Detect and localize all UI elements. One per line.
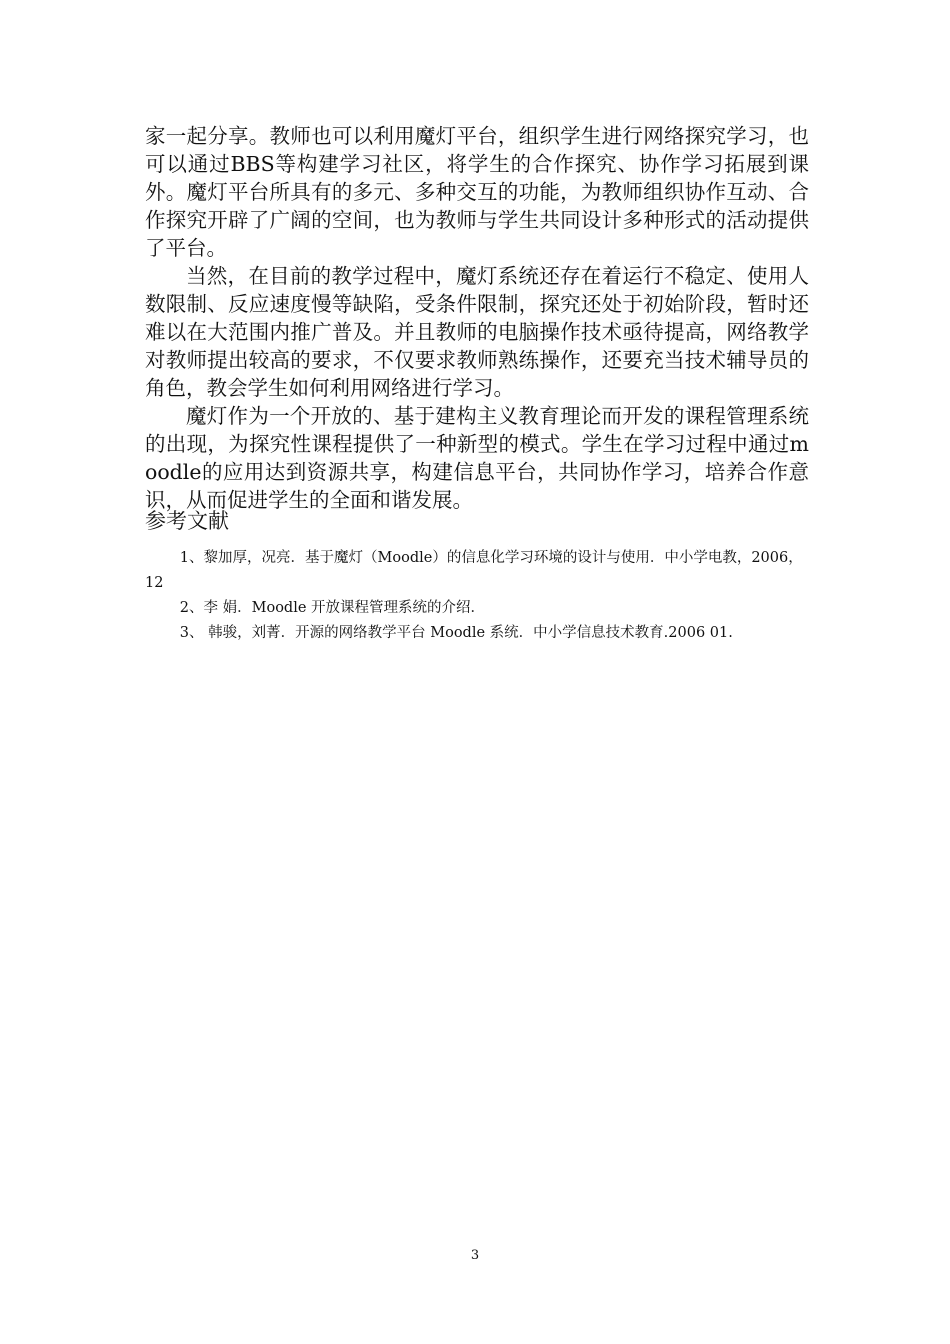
paragraph-conclusion: 魔灯作为一个开放的、基于建构主义教育理论而开发的课程管理系统的出现，为探究性课程提供了一种新型的模式。学生在学习过程中通过moodle的应用达到资源共享，构建信息平台，共同协作学习，培养合作意识，从而促进学生的全面和谐发展。	[145, 404, 809, 512]
reference-item-3: 3、 韩骏，刘菁．开源的网络教学平台 Moodle 系统．中小学信息技术教育.2006 01.	[179, 625, 733, 641]
body-text	[145, 122, 809, 514]
page-number: 3	[470, 1248, 480, 1263]
paragraph-continuation: 家一起分享。教师也可以利用魔灯平台，组织学生进行网络探究学习，也可以通过BBS等构建学习社区，将学生的合作探究、协作学习拓展到课外。魔灯平台所具有的多元、多种交互的功能，为教师组织协作互动、合作探究开辟了广阔的空间，也为教师与学生共同设计多种形式的活动提供了平台。	[145, 124, 809, 260]
reference-item-2: 2、李 娟．Moodle 开放课程管理系统的介绍．	[179, 600, 486, 616]
reference-item-1: 1、黎加厚，况亮．基于魔灯（Moodle）的信息化学习环境的设计与使用．中小学电教，2006，12	[145, 550, 803, 591]
references-list	[145, 546, 809, 646]
references-heading: 参考文献	[145, 509, 229, 533]
paragraph-limitations: 当然，在目前的教学过程中，魔灯系统还存在着运行不稳定、使用人数限制、反应速度慢等缺陷，受条件限制，探究还处于初始阶段，暂时还难以在大范围内推广普及。并且教师的电脑操作技术亟待提高，网络教学对教师提出较高的要求，不仅要求教师熟练操作，还要充当技术辅导员的角色，教会学生如何利用网络进行学习。	[145, 264, 809, 400]
